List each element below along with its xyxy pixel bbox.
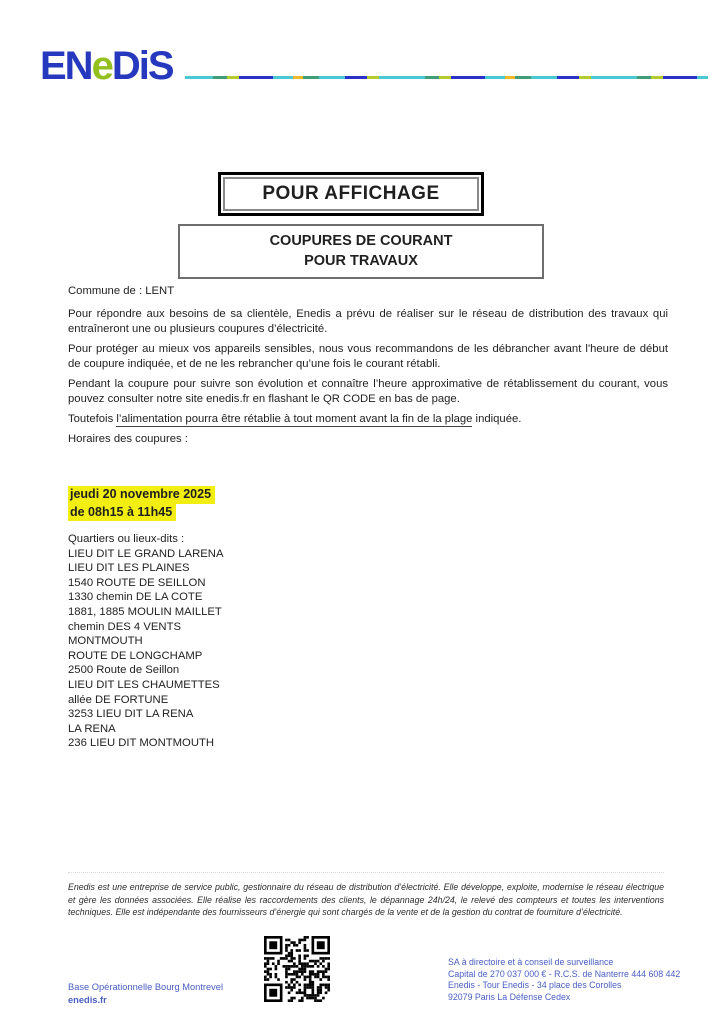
location-item: LA RENA	[68, 722, 116, 735]
toutefois-underlined: l’alimentation pourra être rétablie à tout moment avant la fin de la plage	[116, 413, 473, 425]
horaires-label: Horaires des coupures :	[68, 433, 188, 445]
location-item: 1330 chemin DE LA COTE	[68, 591, 203, 604]
legal-line4: 92079 Paris La Défense Cedex	[448, 991, 571, 1002]
locations-list	[68, 532, 223, 751]
location-item: chemin DES 4 VENTS	[68, 620, 182, 633]
paragraph-intro: Pour répondre aux besoins de sa clientèle, Enedis a prévu de réaliser sur le réseau de distribution des travaux qui entraîneront une ou plusieurs coupures d’électricité.	[68, 308, 668, 335]
legal-line2: Capital de 270 037 000 € - R.C.S. de Nanterre 444 608 442	[448, 968, 681, 979]
brand-divider-line	[185, 76, 708, 79]
toutefois-suffix: indiquée.	[472, 413, 522, 425]
location-item: ROUTE DE LONGCHAMP	[68, 649, 203, 662]
outage-date: jeudi 20 novembre 2025	[68, 486, 215, 504]
logo-text-part2: e	[91, 44, 112, 88]
commune-line: Commune de : LENT	[68, 285, 175, 297]
location-item: LIEU DIT LES PLAINES	[68, 562, 190, 575]
enedis-website: enedis.fr	[68, 994, 107, 1005]
notice-title-box	[178, 224, 544, 279]
notice-body	[68, 284, 668, 452]
affichage-banner	[218, 172, 484, 216]
location-item: MONTMOUTH	[68, 635, 143, 648]
enedis-logo	[40, 46, 173, 86]
notice-title-line2: POUR TRAVAUX	[304, 253, 418, 270]
location-item: 3253 LIEU DIT LA RENA	[68, 708, 194, 721]
page-header	[40, 46, 708, 86]
logo-text-part1: EN	[40, 44, 92, 88]
paragraph-advice: Pour protéger au mieux vos appareils sensibles, nous vous recommandons de les débrancher avant l'heure de début de coupure indiquée, et de ne les rebrancher qu’une fois le courant rétabli.	[68, 343, 668, 370]
location-item: LIEU DIT LES CHAUMETTES	[68, 678, 220, 691]
legal-line1: SA à directoire et à conseil de surveillance	[448, 957, 614, 967]
logo-text-part3: DiS	[111, 44, 173, 88]
qr-code	[264, 936, 330, 1002]
location-item: 236 LIEU DIT MONTMOUTH	[68, 737, 215, 750]
location-item: LIEU DIT LE GRAND LARENA	[68, 547, 224, 560]
legal-line3: Enedis - Tour Enedis - 34 place des Corolles	[448, 980, 622, 991]
notice-title-line1: COUPURES DE COURANT	[269, 233, 453, 249]
local-office-block	[68, 981, 223, 1006]
paragraph-qrcode-info-text: Pendant la coupure pour suivre son évolution et connaître l’heure approximative de rétablissement du courant, vous pouvez consulter notre site enedis.fr en flashant le QR CODE en bas de page.	[68, 378, 668, 405]
legal-disclaimer: Enedis est une entreprise de service public, gestionnaire du réseau de distribution d’électricité. Elle développe, exploite, modernise le réseau électrique et gère les données associées. Elle réalise les raccordements des clients, le dépannage 24h/24, le relevé des compteurs et toutes les interventions techniques. Elle est indépendante des fournisseurs d’énergie qui sont chargés de la vente et de la gestion du contrat de fourniture d’électricité.	[68, 872, 664, 919]
local-office-name: Base Opérationnelle Bourg Montrevel	[68, 982, 224, 992]
toutefois-prefix: Toutefois	[68, 413, 117, 425]
outage-time: de 08h15 à 11h45	[68, 504, 176, 522]
location-item: 1540 ROUTE DE SEILLON	[68, 576, 206, 589]
affichage-banner-text: POUR AFFICHAGE	[223, 177, 479, 211]
paragraph-toutefois	[68, 412, 668, 427]
paragraph-qrcode-info	[68, 377, 668, 407]
outage-schedule	[68, 486, 215, 521]
location-item: 1881, 1885 MOULIN MAILLET	[68, 605, 222, 618]
company-legal-address	[448, 957, 680, 1003]
locations-label: Quartiers ou lieux-dits :	[68, 533, 185, 545]
location-item: 2500 Route de Seillon	[68, 664, 180, 677]
location-item: allée DE FORTUNE	[68, 693, 169, 706]
